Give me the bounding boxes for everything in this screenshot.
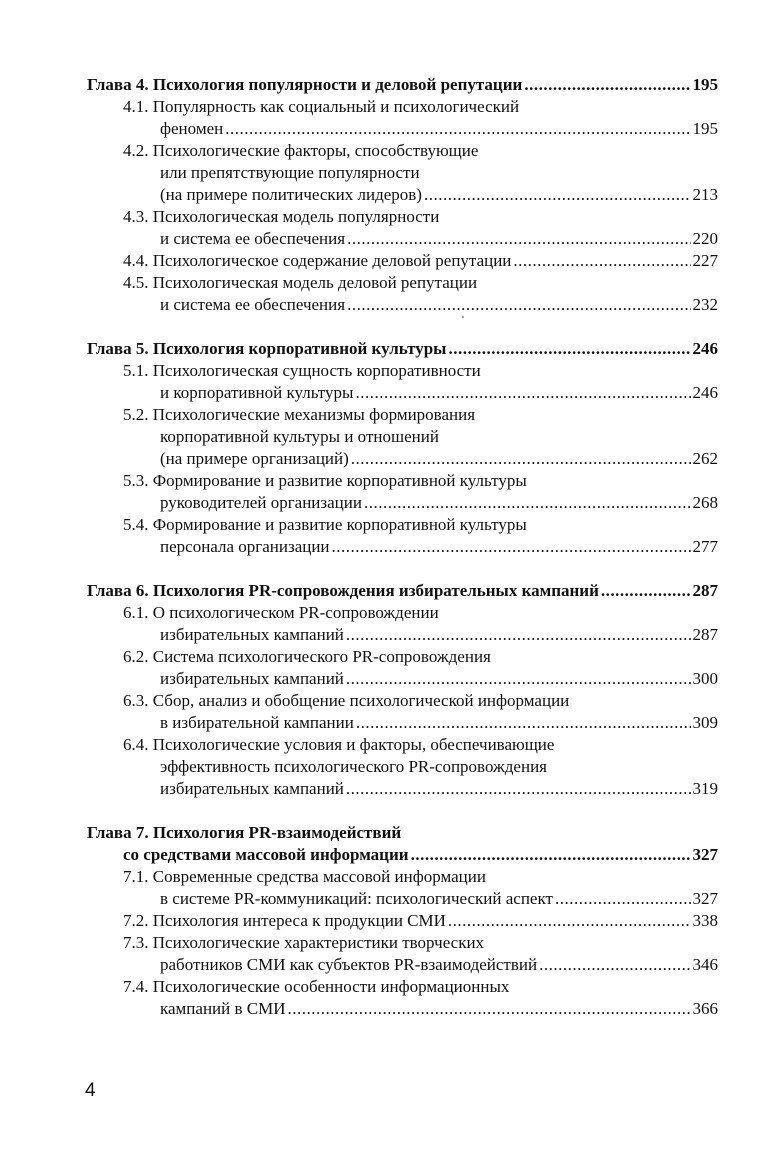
page-ref: 309 xyxy=(692,713,718,732)
page-ref: 220 xyxy=(692,229,718,248)
toc-section xyxy=(87,426,718,448)
dot-leader xyxy=(513,250,690,272)
page-ref: 227 xyxy=(692,251,718,270)
toc-section-text: избирательных кампаний xyxy=(160,779,344,798)
toc-section-text: 4.3. Психологическая модель популярности xyxy=(123,207,440,226)
dot-leader xyxy=(539,954,690,976)
dot-leader xyxy=(332,536,691,558)
toc-section-text: (на примере организаций) xyxy=(160,449,349,468)
toc-section xyxy=(87,470,718,492)
scan-speck xyxy=(462,316,464,318)
dot-leader xyxy=(355,382,690,404)
toc-section xyxy=(87,140,718,162)
toc-section xyxy=(87,932,718,954)
dot-leader xyxy=(346,668,691,690)
chapter-heading xyxy=(87,822,718,844)
toc-section-text: работников СМИ как субъектов PR-взаимодействий xyxy=(160,955,538,974)
toc-section-text: кампаний в СМИ xyxy=(160,999,286,1018)
dot-leader xyxy=(448,338,690,360)
toc-section-text: феномен xyxy=(160,119,224,138)
toc-chapter xyxy=(87,822,718,1020)
toc-section-text: 6.4. Психологические условия и факторы, обеспечивающие xyxy=(123,735,555,754)
toc-section-text: персонала организации xyxy=(160,537,330,556)
page-ref: 268 xyxy=(692,493,718,512)
toc-section-text: 7.4. Психологические особенности информационных xyxy=(123,977,510,996)
chapter-heading xyxy=(87,844,718,866)
toc-chapter xyxy=(87,74,718,316)
dot-leader xyxy=(225,118,690,140)
page-ref: 262 xyxy=(692,449,718,468)
toc-section-text: 6.1. О психологическом PR-сопровождении xyxy=(123,603,439,622)
dot-leader xyxy=(364,492,691,514)
page-number: 4 xyxy=(85,1080,96,1101)
toc-section-text: избирательных кампаний xyxy=(160,625,344,644)
toc-section xyxy=(87,360,718,382)
dot-leader xyxy=(555,888,691,910)
toc-section xyxy=(87,756,718,778)
page-ref: 213 xyxy=(692,185,718,204)
page-ref: 287 xyxy=(692,581,718,600)
toc-section-text: (на примере политических лидеров) xyxy=(160,185,422,204)
toc-section xyxy=(87,954,718,976)
toc-section-text: корпоративной культуры и отношений xyxy=(160,427,439,446)
dot-leader xyxy=(346,624,691,646)
page-ref: 319 xyxy=(692,779,718,798)
toc-section xyxy=(87,118,718,140)
chapter-heading xyxy=(87,580,718,602)
toc-section-text: 5.2. Психологические механизмы формирования xyxy=(123,405,476,424)
toc-section-text: в избирательной кампании xyxy=(160,713,354,732)
dot-leader xyxy=(347,228,690,250)
dot-leader xyxy=(424,184,691,206)
toc-section xyxy=(87,536,718,558)
toc-section-text: и система ее обеспечения xyxy=(160,229,346,248)
page-ref: 346 xyxy=(692,955,718,974)
toc-section xyxy=(87,162,718,184)
toc-section xyxy=(87,448,718,470)
toc-section xyxy=(87,646,718,668)
toc-section xyxy=(87,492,718,514)
toc-section-text: 5.1. Психологическая сущность корпоративности xyxy=(123,361,481,380)
toc-section-text: эффективность психологического PR-сопровождения xyxy=(160,757,547,776)
chapter-heading-text: Глава 5. Психология корпоративной культуры xyxy=(87,339,447,358)
toc-section xyxy=(87,184,718,206)
toc-section-text: и корпоративной культуры xyxy=(160,383,354,402)
toc-chapter xyxy=(87,338,718,558)
toc-section-text: 4.2. Психологические факторы, способствующие xyxy=(123,141,479,160)
page-ref: 195 xyxy=(692,119,718,138)
page-ref: 277 xyxy=(692,537,718,556)
toc-section xyxy=(87,910,718,932)
toc-section xyxy=(87,228,718,250)
toc-section xyxy=(87,514,718,536)
dot-leader xyxy=(351,448,691,470)
toc-section-text: 5.3. Формирование и развитие корпоративной культуры xyxy=(123,471,527,490)
toc-section-text: 6.3. Сбор, анализ и обобщение психологической информации xyxy=(123,691,570,710)
toc-section-text: 7.2. Психология интереса к продукции СМИ xyxy=(123,911,446,930)
toc-section xyxy=(87,404,718,426)
dot-leader xyxy=(288,998,691,1020)
toc-section xyxy=(87,602,718,624)
dot-leader xyxy=(346,778,691,800)
toc-section-text: в системе PR-коммуникаций: психологический аспект xyxy=(160,889,553,908)
dot-leader xyxy=(411,844,691,866)
toc-section-text: и система ее обеспечения xyxy=(160,295,346,314)
toc-section-text: 5.4. Формирование и развитие корпоративной культуры xyxy=(123,515,527,534)
page-ref: 366 xyxy=(692,999,718,1018)
dot-leader xyxy=(347,294,690,316)
toc-section xyxy=(87,690,718,712)
toc-section xyxy=(87,668,718,690)
chapter-heading-text: Глава 6. Психология PR-сопровождения избирательных кампаний xyxy=(87,581,599,600)
toc-section-text: руководителей организации xyxy=(160,493,362,512)
toc-section-text: 4.5. Психологическая модель деловой репутации xyxy=(123,273,478,292)
toc-section xyxy=(87,294,718,316)
toc-section-text: 7.1. Современные средства массовой информации xyxy=(123,867,486,886)
toc-section xyxy=(87,250,718,272)
page-ref: 300 xyxy=(692,669,718,688)
toc-section xyxy=(87,998,718,1020)
toc-section-text: избирательных кампаний xyxy=(160,669,344,688)
page-ref: 327 xyxy=(692,889,718,908)
toc-section xyxy=(87,778,718,800)
toc-section-text: 7.3. Психологические характеристики творческих xyxy=(123,933,485,952)
toc-section xyxy=(87,624,718,646)
toc-chapter xyxy=(87,580,718,800)
page-ref: 246 xyxy=(692,339,718,358)
page-ref: 232 xyxy=(692,295,718,314)
toc-section xyxy=(87,206,718,228)
toc-section xyxy=(87,734,718,756)
page-ref: 327 xyxy=(692,845,718,864)
toc-section xyxy=(87,888,718,910)
dot-leader xyxy=(524,74,690,96)
toc-section xyxy=(87,712,718,734)
toc-section xyxy=(87,272,718,294)
dot-leader xyxy=(356,712,691,734)
chapter-heading xyxy=(87,338,718,360)
chapter-heading-text: Глава 4. Психология популярности и деловой репутации xyxy=(87,75,523,94)
toc-section xyxy=(87,382,718,404)
page-ref: 287 xyxy=(692,625,718,644)
dot-leader xyxy=(448,910,691,932)
page-ref: 246 xyxy=(692,383,718,402)
chapter-heading xyxy=(87,74,718,96)
toc-section xyxy=(87,866,718,888)
page-ref: 195 xyxy=(692,75,718,94)
toc-section-text: 4.1. Популярность как социальный и психологический xyxy=(123,97,520,116)
page-ref: 338 xyxy=(692,911,718,930)
toc-section-text: 6.2. Система психологического PR-сопровождения xyxy=(123,647,491,666)
dot-leader xyxy=(601,580,691,602)
toc-section-text: или препятствующие популярности xyxy=(160,163,420,182)
toc-section xyxy=(87,976,718,998)
chapter-heading-text: Глава 7. Психология PR-взаимодействий xyxy=(87,823,402,842)
toc-section-text: 4.4. Психологическое содержание деловой репутации xyxy=(123,251,512,270)
toc-section xyxy=(87,96,718,118)
table-of-contents xyxy=(87,74,718,1020)
chapter-heading-text: со средствами массовой информации xyxy=(123,845,409,864)
